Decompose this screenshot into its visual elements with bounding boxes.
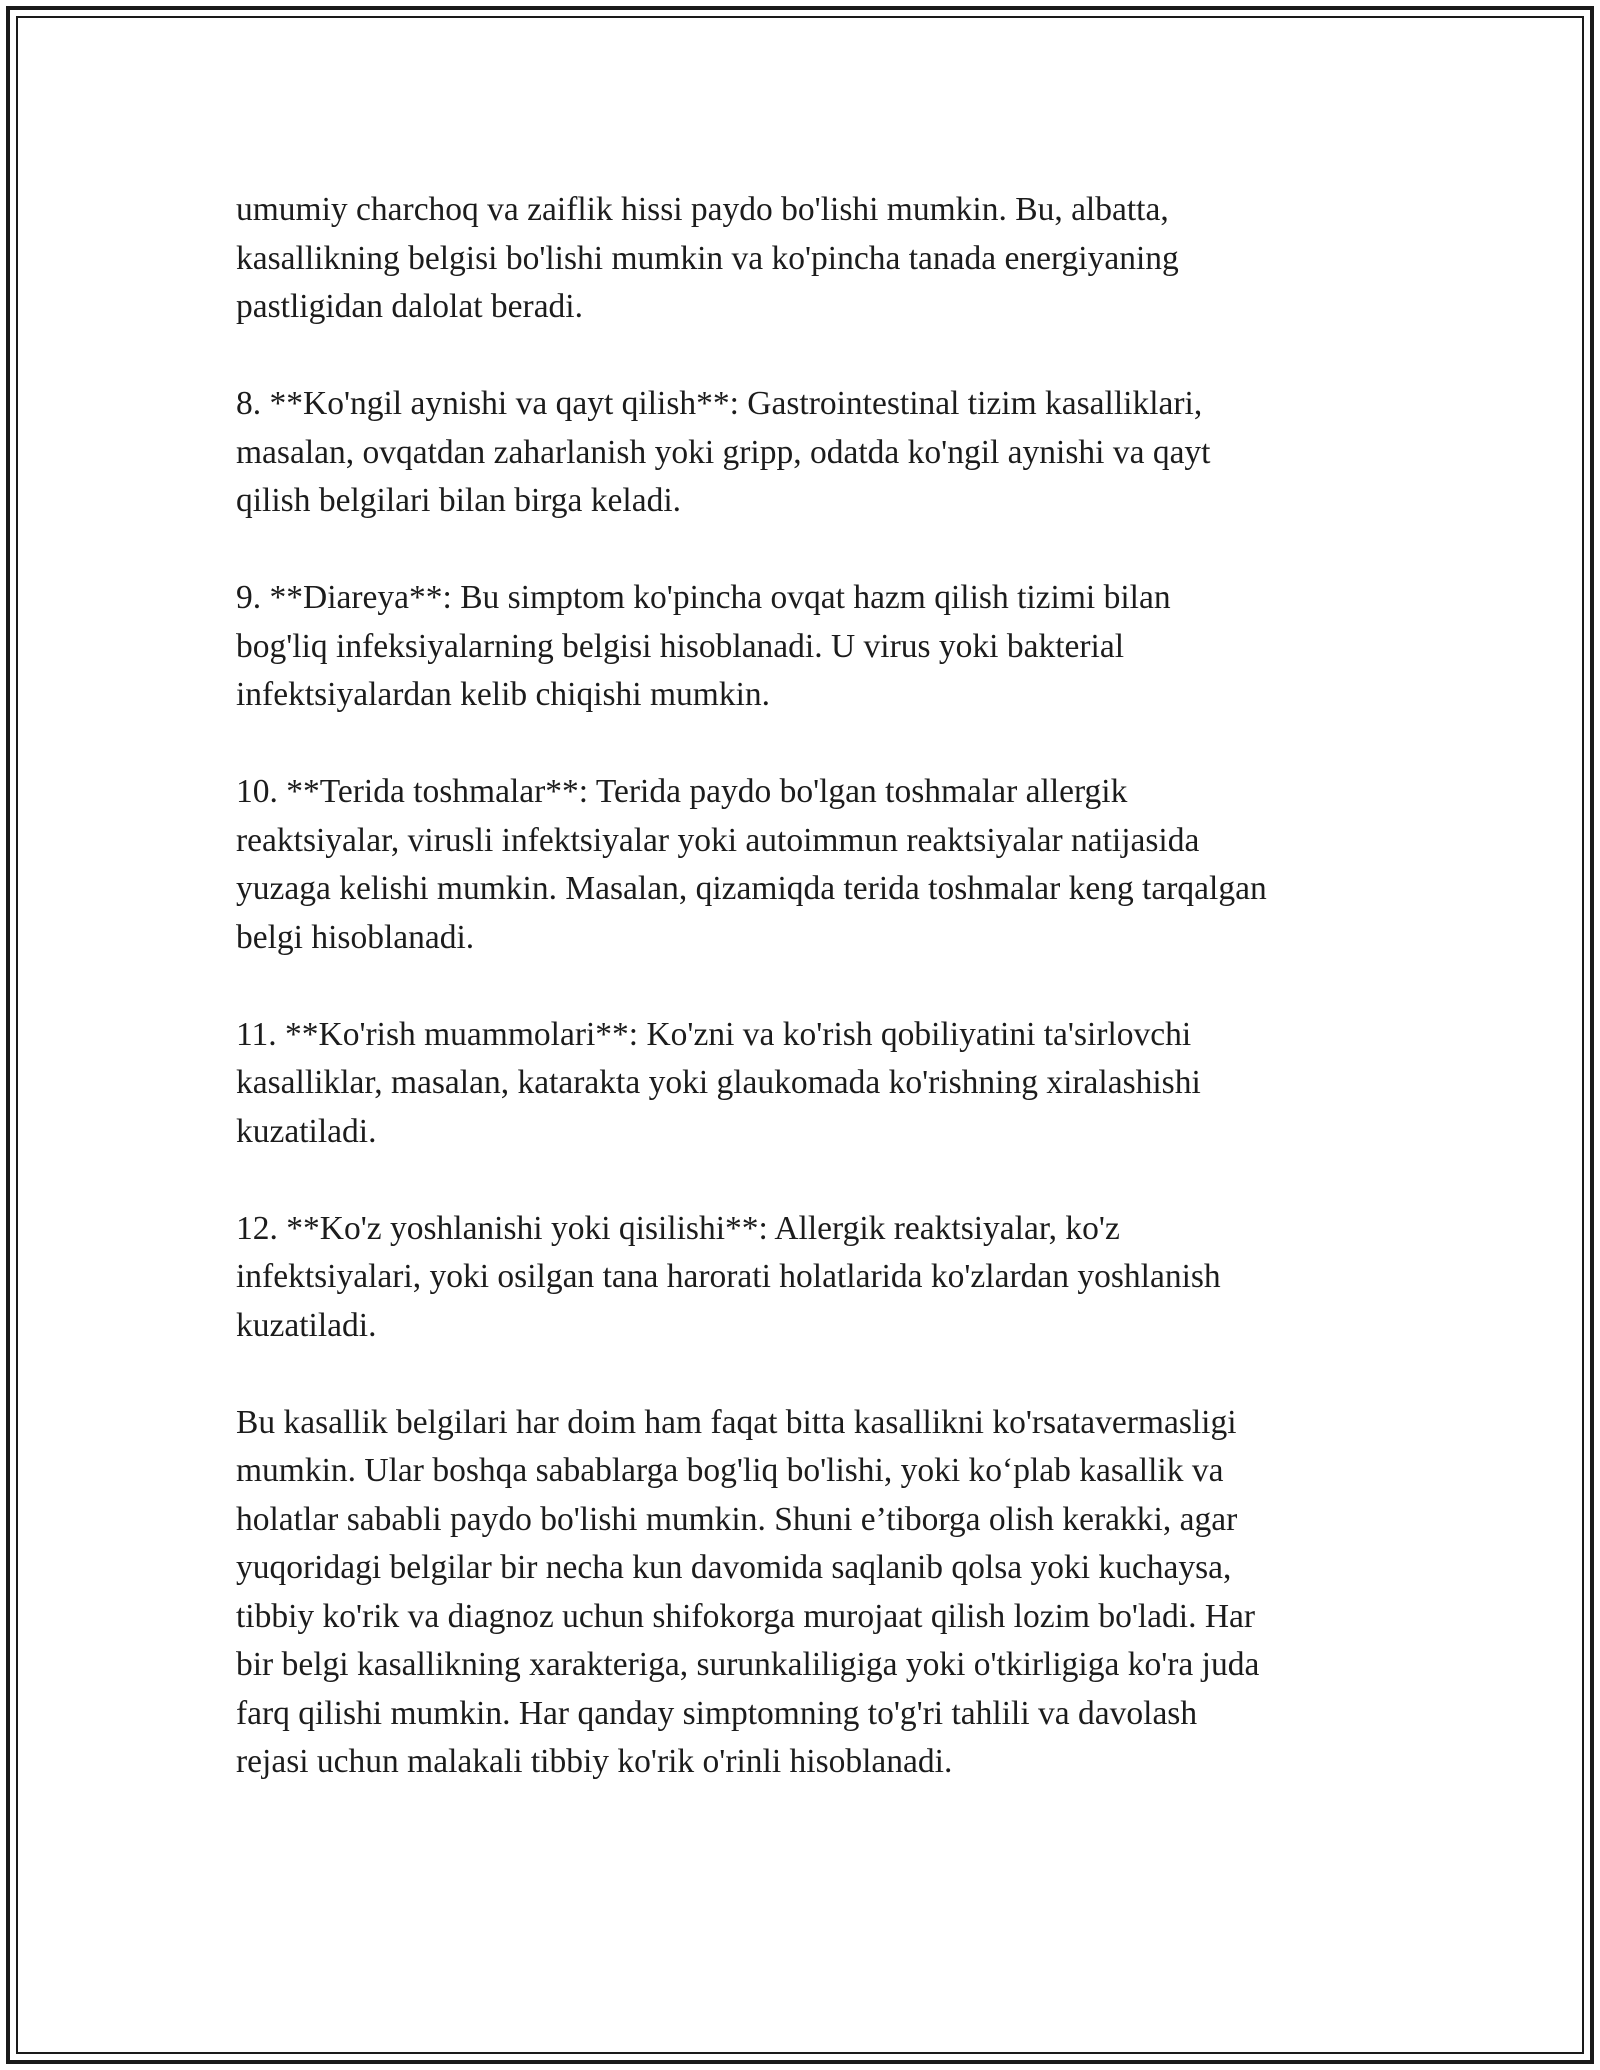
text-line: mumkin. Ular boshqa sabablarga bog'liq bo'lishi, yoki ko‘plab kasallik va bbox=[236, 1452, 1224, 1489]
text-line: kasallikning belgisi bo'lishi mumkin va ko'pincha tanada energiyaning bbox=[236, 239, 1179, 277]
list-item-8-nausea bbox=[236, 380, 1386, 526]
text-line: kasalliklar, masalan, katarakta yoki glaukomada ko'rishning xiralashishi bbox=[236, 1064, 1201, 1101]
text-line: yuzaga kelishi mumkin. Masalan, qizamiqda terida toshmalar keng tarqalgan bbox=[236, 870, 1267, 907]
text-line: reaktsiyalar, virusli infektsiyalar yoki autoimmun reaktsiyalar natijasida bbox=[236, 821, 1200, 859]
text-line: 10. **Terida toshmalar**: Terida paydo bo'lgan toshmalar allergik bbox=[236, 773, 1128, 810]
paragraph-conclusion bbox=[236, 1399, 1386, 1787]
text-line: 11. **Ko'rish muammolari**: Ko'zni va ko'rish qobiliyatini ta'sirlovchi bbox=[236, 1015, 1192, 1053]
text-line: masalan, ovqatdan zaharlanish yoki gripp, odatda ko'ngil aynishi va qayt bbox=[236, 433, 1211, 471]
text-line: qilish belgilari bilan birga keladi. bbox=[236, 482, 682, 519]
text-line: kuzatiladi. bbox=[236, 1112, 377, 1150]
text-line: tibbiy ko'rik va diagnoz uchun shifokorga murojaat qilish lozim bo'ladi. Har bbox=[236, 1597, 1256, 1635]
list-item-12-tearing-eyes bbox=[236, 1205, 1386, 1351]
list-item-10-skin-rash bbox=[236, 768, 1386, 962]
paragraph-fatigue-continuation bbox=[236, 186, 1386, 332]
text-line: 12. **Ko'z yoshlanishi yoki qisilishi**: Allergik reaktsiyalar, ko'z bbox=[236, 1209, 1120, 1247]
text-line: 8. **Ko'ngil aynishi va qayt qilish**: Gastrointestinal tizim kasalliklari, bbox=[236, 385, 1203, 422]
text-line: kuzatiladi. bbox=[236, 1306, 377, 1344]
text-line: bog'liq infeksiyalarning belgisi hisoblanadi. U virus yoki bakterial bbox=[236, 627, 1125, 665]
text-line: infektsiyalari, yoki osilgan tana harorati holatlarida ko'zlardan yoshlanish bbox=[236, 1258, 1221, 1295]
text-line: bir belgi kasallikning xarakteriga, surunkaliligiga yoki o'tkirligiga ko'ra juda bbox=[236, 1646, 1260, 1683]
text-line: Bu kasallik belgilari har doim ham faqat bitta kasallikni ko'rsatavermasligi bbox=[236, 1403, 1237, 1441]
text-line: holatlar sababli paydo bo'lishi mumkin. Shuni e’tiborga olish kerakki, agar bbox=[236, 1500, 1238, 1538]
text-line: farq qilishi mumkin. Har qanday simptomning to'g'ri tahlili va davolash bbox=[236, 1694, 1198, 1732]
text-line: umumiy charchoq va zaiflik hissi paydo bo'lishi mumkin. Bu, albatta, bbox=[236, 191, 1169, 228]
text-line: belgi hisoblanadi. bbox=[236, 918, 475, 956]
list-item-11-vision-problems bbox=[236, 1011, 1386, 1157]
text-line: 9. **Diareya**: Bu simptom ko'pincha ovqat hazm qilish tizimi bilan bbox=[236, 579, 1171, 616]
text-line: rejasi uchun malakali tibbiy ko'rik o'rinli hisoblanadi. bbox=[236, 1743, 953, 1780]
document-body bbox=[236, 186, 1386, 1835]
text-line: pastligidan dalolat beradi. bbox=[236, 288, 583, 325]
list-item-9-diarrhea bbox=[236, 574, 1386, 720]
text-line: infektsiyalardan kelib chiqishi mumkin. bbox=[236, 676, 771, 713]
text-line: yuqoridagi belgilar bir necha kun davomida saqlanib qolsa yoki kuchaysa, bbox=[236, 1549, 1232, 1586]
